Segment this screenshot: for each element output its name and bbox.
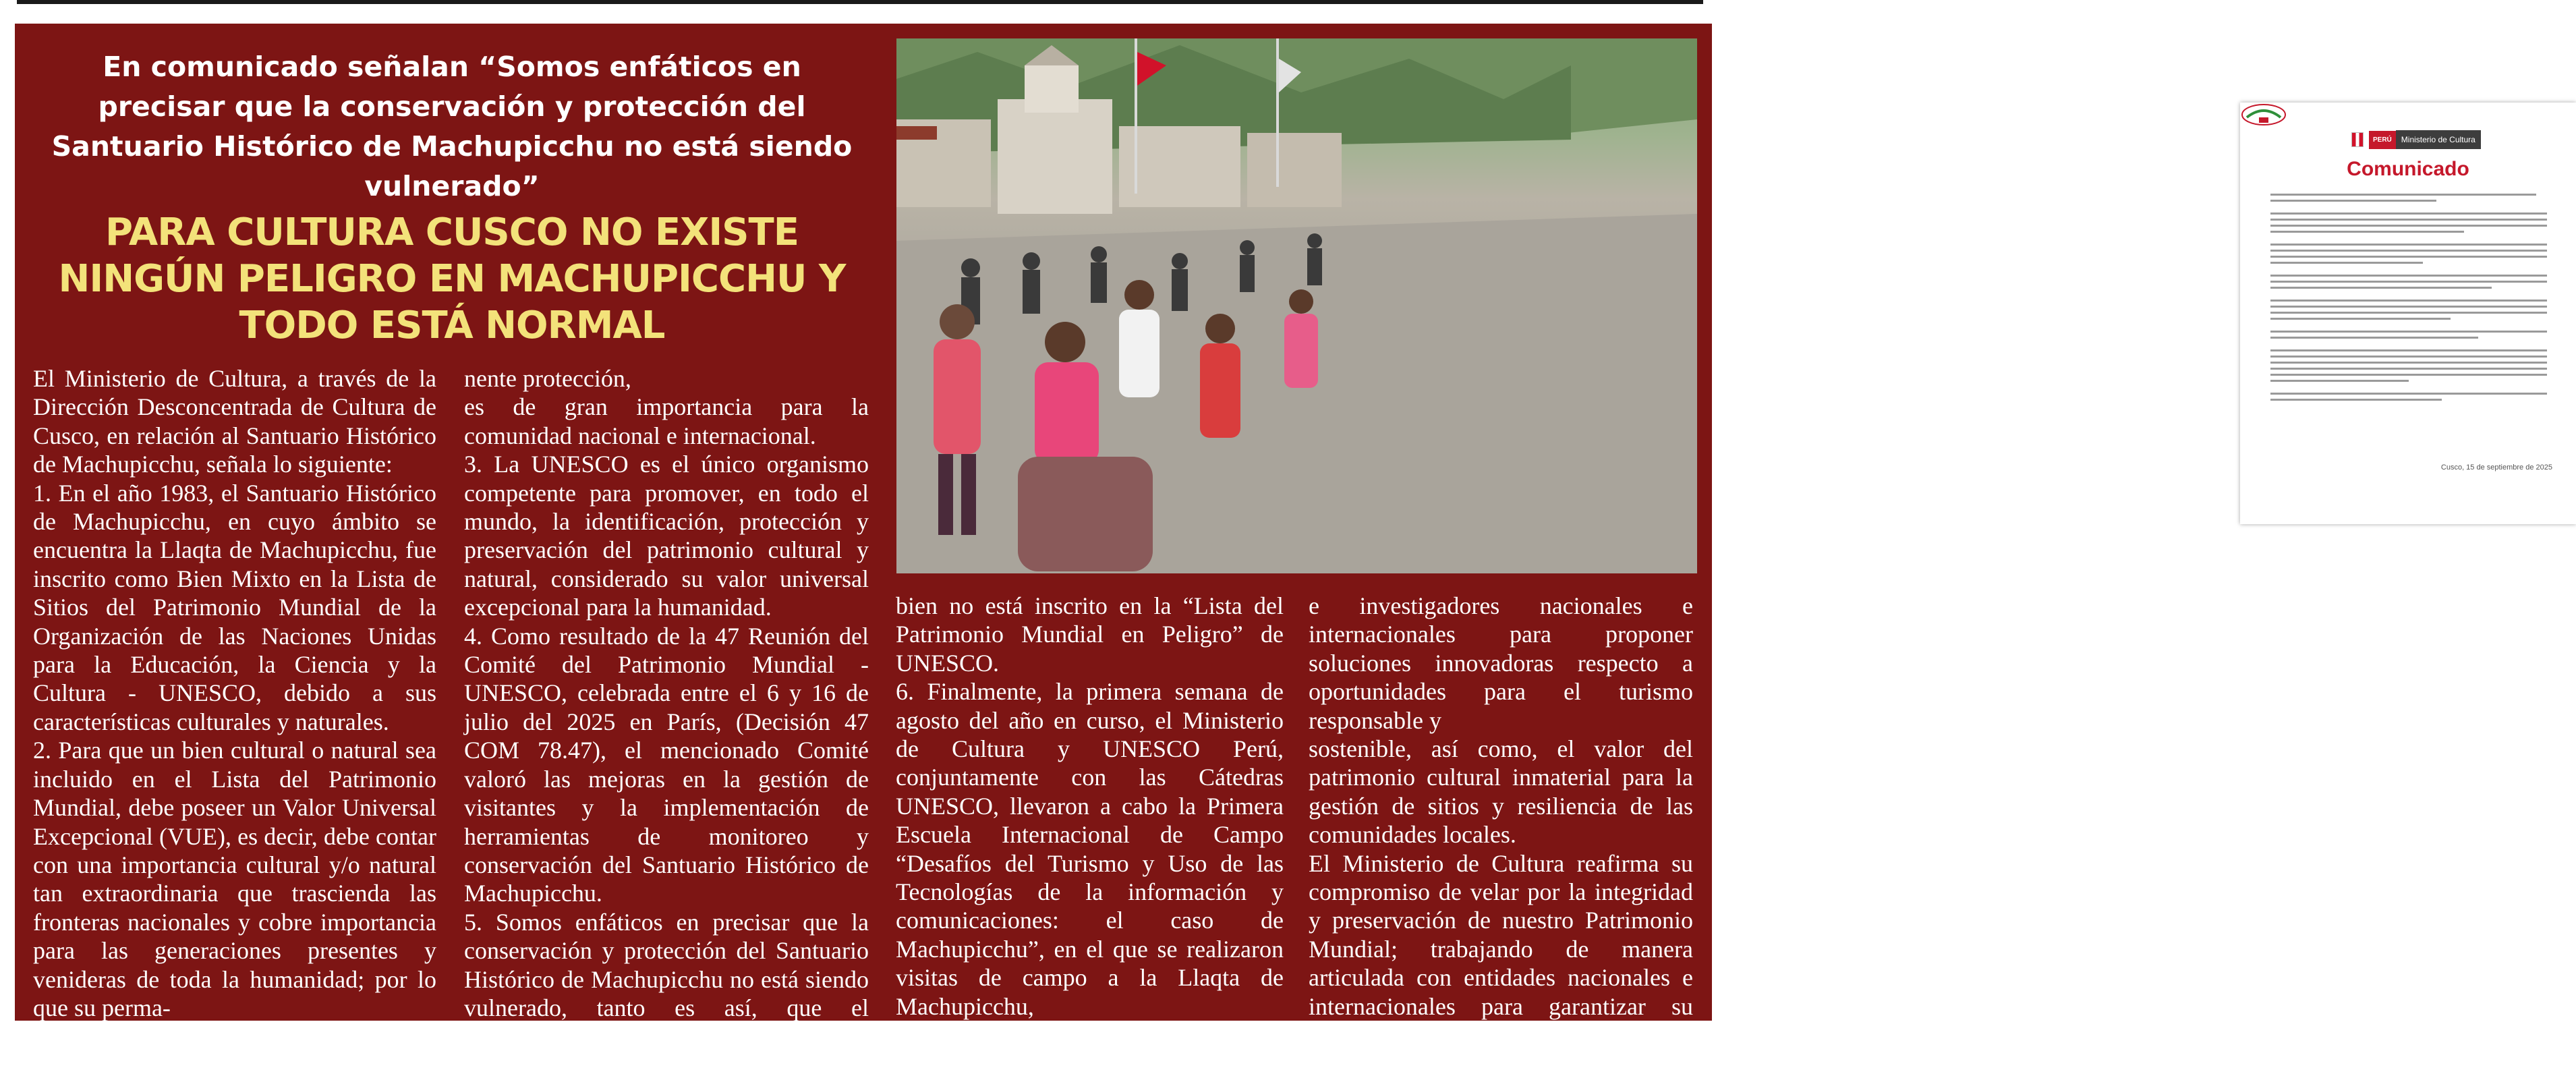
paragraph: 1. En el año 1983, el Santuario Histórico de Machupicchu, en cuyo ámbito se encuentra la Llaqta de Machupicchu, fue inscrito como Bien Mixto en la Lista de Sitios del Patrimonio Mundial de la Organización de las Naciones Unidas para la Educación, la Ciencia y la Cultura - UNESCO, debido a sus características culturales y naturales. xyxy=(33,479,436,735)
paragraph: 2. Para que un bien cultural o natural sea incluido en el Lista del Patrimonio Mundial, debe poseer un Valor Universal Excepcional (VUE), es decir, debe contar con una importancia cultural y/o natural tan extraordinaria que trascienda las fronteras nacionales y cobre importancia para las generaciones presentes y venideras de toda la humanidad; por lo que su perma- xyxy=(33,737,436,1021)
plaza-scene xyxy=(896,38,1697,573)
top-rule xyxy=(17,0,1703,4)
paragraph: El Ministerio de Cultura, a través de la Dirección Desconcentrada de Cultura de Cusco, en relación al Santuario Histórico de Machupicchu, señala lo siguiente: xyxy=(33,365,436,478)
bicentennial-logo-icon xyxy=(2240,103,2287,127)
paragraph: 6. Finalmente, la primera semana de agosto del año en curso, el Ministerio de Cultura y UNESCO Perú, conjuntamente con las Cátedras UNESCO, llevaron a cabo la Primera Escuela Internacional de Campo “Desafíos del Turismo y Uso de las Tecnologías de la información y comunicaciones: el caso de Machupicchu”, en el que se realizaron visitas de campo a la Llaqta de Machupicchu, xyxy=(896,678,1284,1020)
paragraph: sostenible, así como, el valor del patrimonio cultural inmaterial para la gestión de sitios y resiliencia de las comunidades locales. xyxy=(1309,735,1693,849)
paragraph: congregando a 40 expertos, especialistas xyxy=(896,1021,1284,1077)
paragraph: es de gran importancia para la comunidad nacional e internacional. xyxy=(464,393,869,449)
body-column-3 xyxy=(896,592,1284,1078)
paragraph: 5. Somos enfáticos en precisar que la conservación y protección del Santuario Histórico de Machupicchu no está siendo vulnerado, tanto es así, que el mencionado xyxy=(464,908,869,1050)
body-column-2 xyxy=(464,364,869,1051)
paragraph: 3. La UNESCO es el único organismo competente para promover, en todo el mundo, la identificación, protección y preservación del patrimonio cultural y natural, considerado su valor universal excepcional para la humanidad. xyxy=(464,451,869,621)
paragraph: e investigadores nacionales e internacionales para proponer soluciones innovadoras respecto a oportunidades para el turismo responsable y xyxy=(1309,592,1693,734)
body-column-4 xyxy=(1309,592,1693,1050)
kicker: En comunicado señalan “Somos enfáticos en precisar que la conservación y protección del Santuario Histórico de Machupicchu no está siendo vulnerado” xyxy=(51,51,853,202)
ministry-name: Ministerio de Cultura xyxy=(2396,130,2481,149)
ministry-logo xyxy=(2351,130,2481,150)
paragraph: bien no está inscrito en la “Lista del Patrimonio Mundial en Peligro” de UNESCO. xyxy=(896,592,1284,677)
paragraph: El Ministerio de Cultura reafirma su compromiso de velar por la integridad y preservación de nuestro Patrimonio Mundial; trabajando de manera articulada con entidades nacionales e internacionales para garantizar su salvaguarda. xyxy=(1309,849,1693,1049)
document-date: Cusco, 15 de septiembre de 2025 xyxy=(2440,463,2552,472)
communique-document xyxy=(2240,103,2576,524)
peru-shield-icon xyxy=(2351,132,2364,147)
paragraph: 4. Como resultado de la 47 Reunión del Comité del Patrimonio Mundial - UNESCO, celebrada entre el 6 y 16 de julio del 2025 en París, (Decisión 47 COM 78.47), el mencionado Comité valoró las mejoras en la gestión de visitantes y la implementación de herramientas de monitoreo y conservación del Santuario Histórico de Machupicchu. xyxy=(464,622,869,907)
peru-tag: PERÚ xyxy=(2369,131,2396,149)
paragraph: nente protección, xyxy=(464,365,631,392)
document-body-lines xyxy=(2270,194,2547,405)
document-title: Comunicado xyxy=(2347,158,2469,180)
news-photo xyxy=(896,38,2552,573)
headline: PARA CULTURA CUSCO NO EXISTE NINGÚN PELIGRO EN MACHUPICCHU Y TODO ESTÁ NORMAL xyxy=(58,210,846,347)
body-column-1 xyxy=(33,364,436,1022)
